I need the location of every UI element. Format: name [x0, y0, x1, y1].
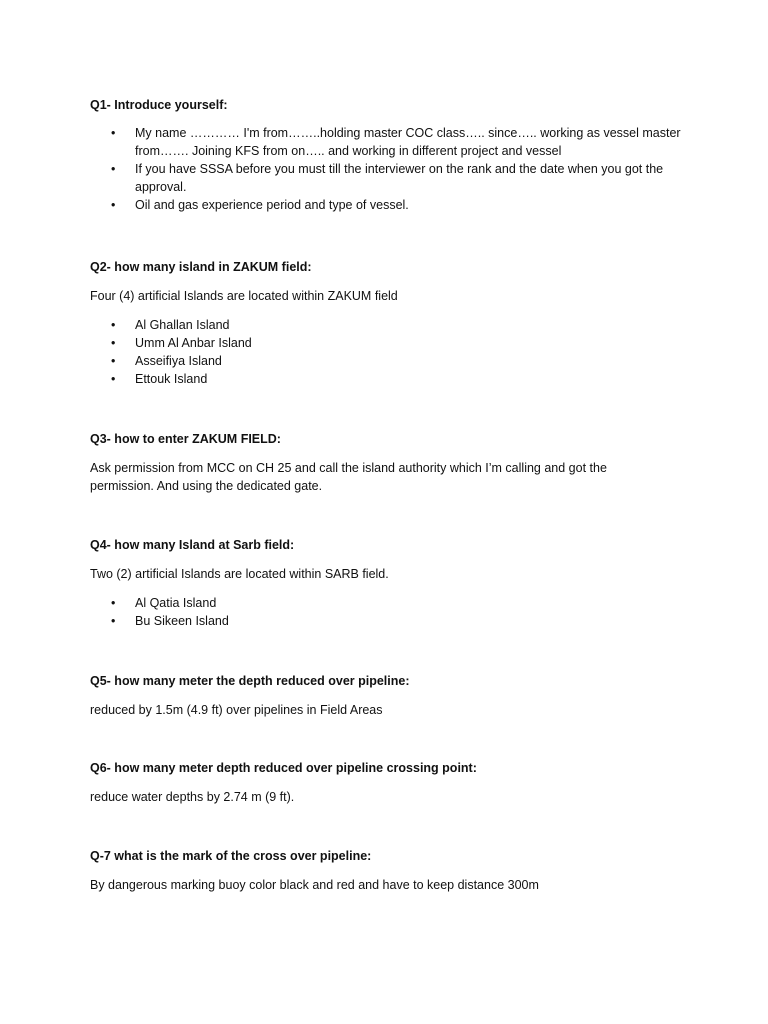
list-item: • My name ………… I'm from……..holding master COC class….. since….. working as vessel master from……. Joining KFS from on….. and working in different project and vessel [111, 126, 681, 158]
bullet-list [90, 594, 690, 630]
document-page [90, 96, 690, 894]
section-q4 [90, 536, 690, 672]
bullet-icon: • [111, 596, 116, 610]
bullet-icon: • [111, 614, 116, 628]
bullet-icon: • [111, 336, 116, 350]
bullet-list [90, 316, 690, 388]
answer-text: By dangerous marking buoy color black and red and have to keep distance 300m [90, 878, 539, 892]
section-q7 [90, 847, 690, 894]
question-heading: Q4- how many Island at Sarb field: [90, 538, 295, 552]
section-q3 [90, 430, 690, 536]
answer-text: reduce water depths by 2.74 m (9 ft). [90, 790, 295, 804]
section-q2 [90, 258, 690, 430]
list-item: • If you have SSSA before you must till the interviewer on the rank and the date when you got the approval. [111, 162, 664, 194]
question-heading: Q1- Introduce yourself: [90, 98, 228, 112]
section-q1 [90, 96, 690, 258]
answer-text: reduced by 1.5m (4.9 ft) over pipelines in Field Areas [90, 703, 383, 717]
bullet-icon: • [111, 354, 116, 368]
bullet-icon: • [111, 126, 116, 140]
list-item: • Ettouk Island [111, 372, 208, 386]
bullet-icon: • [111, 372, 116, 386]
bullet-icon: • [111, 198, 116, 212]
section-q6 [90, 759, 690, 847]
list-item: • Umm Al Anbar Island [111, 336, 252, 350]
list-item: • Oil and gas experience period and type of vessel. [111, 198, 409, 212]
answer-text: Ask permission from MCC on CH 25 and call the island authority which I’m calling and got the permission. And using the dedicated gate. [90, 461, 607, 493]
answer-text: Two (2) artificial Islands are located within SARB field. [90, 567, 389, 581]
list-item: • Al Qatia Island [111, 596, 217, 610]
question-heading: Q5- how many meter the depth reduced over pipeline: [90, 674, 410, 688]
answer-text: Four (4) artificial Islands are located within ZAKUM field [90, 289, 398, 303]
bullet-icon: • [111, 162, 116, 176]
list-item: • Bu Sikeen Island [111, 614, 229, 628]
question-heading: Q2- how many island in ZAKUM field: [90, 260, 312, 274]
question-heading: Q3- how to enter ZAKUM FIELD: [90, 432, 281, 446]
section-q5 [90, 672, 690, 759]
bullet-list [90, 124, 690, 214]
question-heading: Q-7 what is the mark of the cross over pipeline: [90, 849, 372, 863]
bullet-icon: • [111, 318, 116, 332]
list-item: • Asseifiya Island [111, 354, 222, 368]
list-item: • Al Ghallan Island [111, 318, 230, 332]
question-heading: Q6- how many meter depth reduced over pipeline crossing point: [90, 761, 477, 775]
